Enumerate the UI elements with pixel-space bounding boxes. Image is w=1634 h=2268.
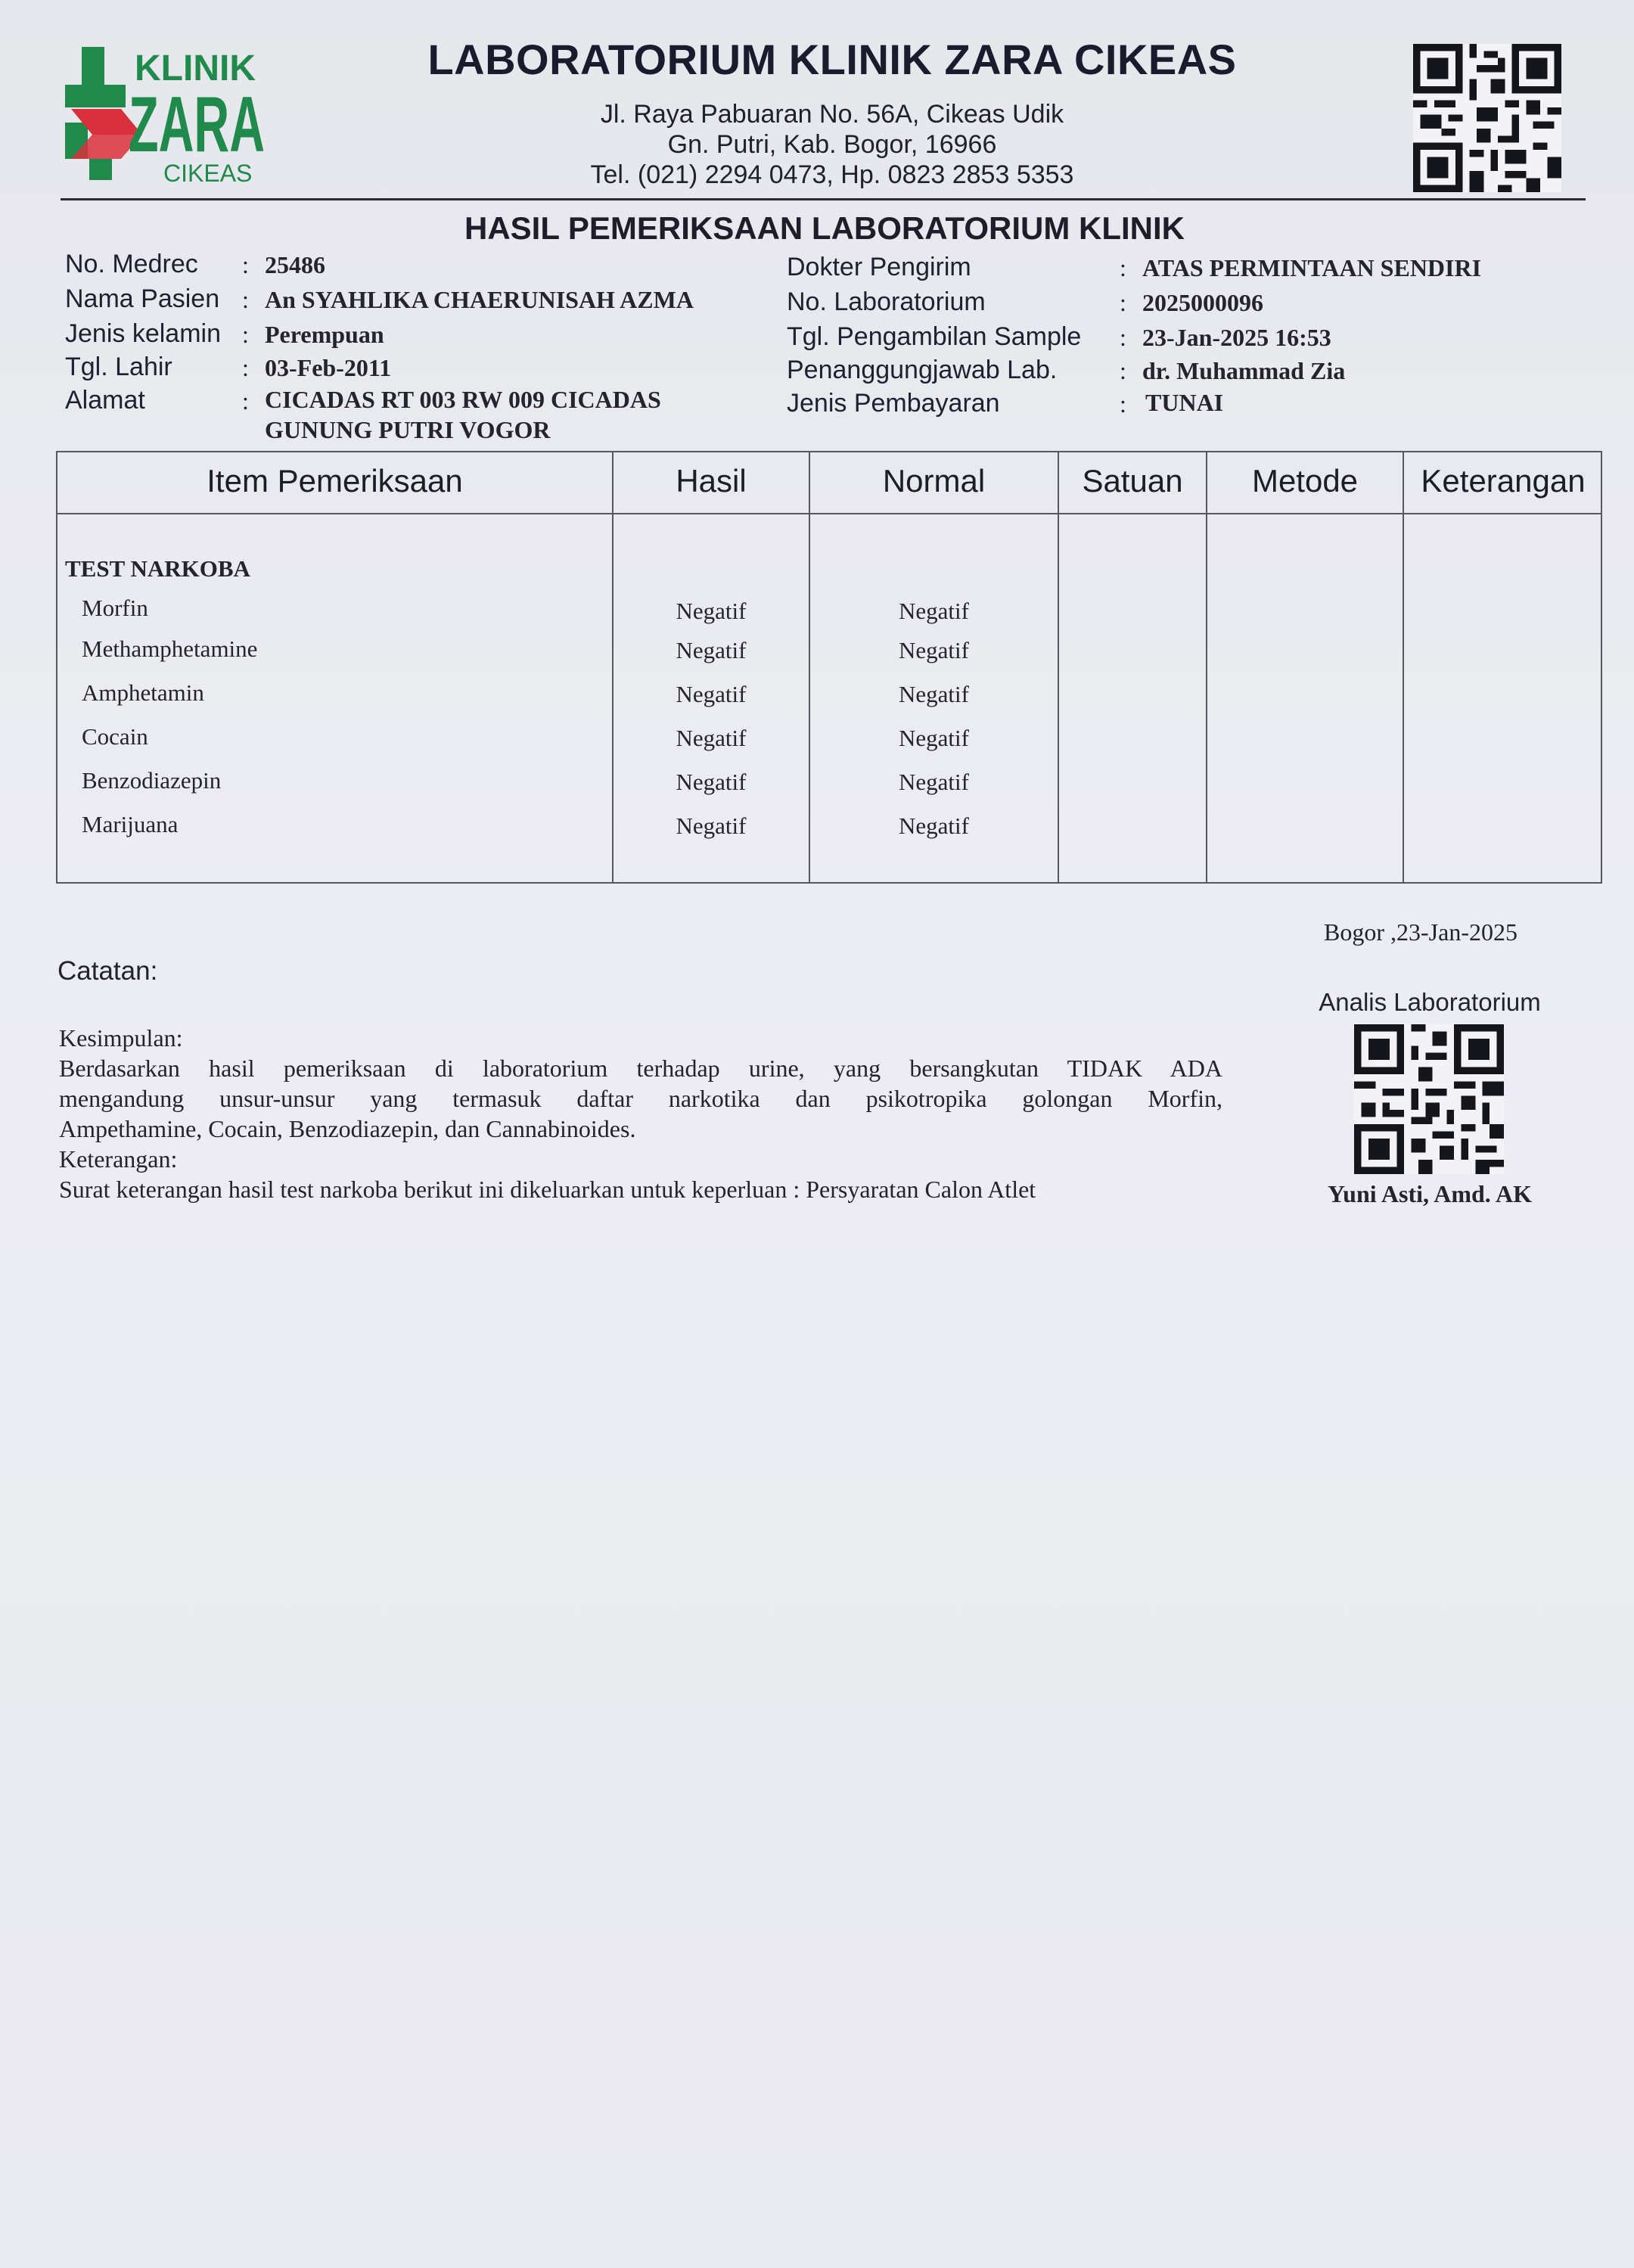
report-title: HASIL PEMERIKSAAN LABORATORIUM KLINIK [464, 210, 1185, 246]
clinic-title: LABORATORIUM KLINIK ZARA CIKEAS [427, 36, 1237, 83]
sample-date-value: 23-Jan-2025 16:53 [1142, 324, 1331, 351]
gender-label: Jenis kelamin [65, 319, 221, 348]
qr-code-icon [1413, 44, 1561, 192]
kesimpulan-label: Kesimpulan: [59, 1024, 183, 1052]
medrec-colon: : [242, 251, 249, 278]
logo-line1: KLINIK [135, 48, 256, 89]
patient-name-label: Nama Pasien [65, 284, 220, 313]
row-hasil: Negatif [676, 681, 747, 707]
row-item: Methamphetamine [82, 635, 258, 662]
row-hasil: Negatif [676, 598, 747, 624]
column-header-item: Item Pemeriksaan [207, 463, 463, 499]
column-divider [1403, 452, 1404, 882]
row-normal: Negatif [899, 681, 969, 707]
keterangan-text: Surat keterangan hasil test narkoba berikut ini dikeluarkan untuk keperluan : Persyaratan Calon Atlet [59, 1176, 1036, 1203]
column-header-satuan: Satuan [1082, 463, 1183, 499]
payment-value: TUNAI [1145, 389, 1224, 416]
doctor-colon: : [1120, 254, 1126, 281]
place-date: Bogor ,23-Jan-2025 [1324, 918, 1518, 946]
row-normal: Negatif [899, 637, 969, 663]
address-value-line2: GUNUNG PUTRI VOGOR [265, 416, 551, 443]
lab-no-label: No. Laboratorium [787, 287, 986, 316]
column-divider [1058, 452, 1059, 882]
lab-no-colon: : [1120, 289, 1126, 316]
logo-line3: CIKEAS [163, 160, 253, 187]
column-header-hasil: Hasil [676, 463, 747, 499]
row-item: Amphetamin [82, 679, 204, 706]
signature-qr-code-icon [1354, 1024, 1504, 1174]
row-normal: Negatif [899, 598, 969, 624]
row-normal: Negatif [899, 812, 969, 839]
responsible-colon: : [1120, 357, 1126, 384]
dob-value: 03-Feb-2011 [265, 354, 392, 381]
table-header-divider [57, 513, 1601, 514]
dob-colon: : [242, 354, 249, 381]
medrec-label: No. Medrec [65, 250, 198, 278]
sample-date-colon: : [1120, 324, 1126, 351]
payment-colon: : [1120, 390, 1126, 418]
address-value-line1: CICADAS RT 003 RW 009 CICADAS [265, 386, 661, 413]
address-colon: : [242, 387, 249, 415]
clinic-address-line2: Gn. Putri, Kab. Bogor, 16966 [667, 130, 997, 159]
doctor-label: Dokter Pengirim [787, 253, 971, 281]
payment-label: Jenis Pembayaran [787, 389, 1000, 418]
column-header-keterangan: Keterangan [1421, 463, 1586, 499]
header-divider [61, 198, 1586, 200]
row-item: Morfin [82, 595, 148, 621]
gender-value: Perempuan [265, 321, 384, 348]
address-label: Alamat [65, 386, 145, 415]
clinic-phone: Tel. (021) 2294 0473, Hp. 0823 2853 5353 [590, 160, 1074, 189]
row-normal: Negatif [899, 725, 969, 751]
column-header-metode: Metode [1251, 463, 1359, 499]
gender-colon: : [242, 321, 249, 348]
test-group-title: TEST NARKOBA [65, 555, 250, 582]
dob-label: Tgl. Lahir [65, 353, 172, 381]
row-normal: Negatif [899, 769, 969, 795]
sample-date-label: Tgl. Pengambilan Sample [787, 322, 1082, 351]
row-hasil: Negatif [676, 812, 747, 839]
analyst-name: Yuni Asti, Amd. AK [1327, 1180, 1533, 1207]
catatan-label: Catatan: [57, 956, 158, 986]
kesimpulan-line1: Berdasarkan hasil pemeriksaan di laboratorium terhadap urine, yang bersangkutan TIDAK ADA [59, 1055, 1222, 1082]
responsible-value: dr. Muhammad Zia [1142, 357, 1346, 384]
column-header-normal: Normal [882, 463, 986, 499]
clinic-address-line1: Jl. Raya Pabuaran No. 56A, Cikeas Udik [600, 100, 1064, 129]
analyst-title: Analis Laboratorium [1319, 988, 1541, 1016]
kesimpulan-line2: mengandung unsur-unsur yang termasuk daftar narkotika dan psikotropika golongan Morfin, [59, 1085, 1222, 1112]
results-table [56, 451, 1602, 884]
row-item: Benzodiazepin [82, 767, 222, 794]
row-item: Marijuana [82, 811, 179, 837]
responsible-label: Penanggungjawab Lab. [787, 356, 1058, 384]
column-divider [1206, 452, 1207, 882]
keterangan-label: Keterangan: [59, 1145, 178, 1173]
patient-name-colon: : [242, 286, 249, 313]
row-hasil: Negatif [676, 725, 747, 751]
row-hasil: Negatif [676, 637, 747, 663]
row-item: Cocain [82, 723, 148, 750]
row-hasil: Negatif [676, 769, 747, 795]
doctor-value: ATAS PERMINTAAN SENDIRI [1142, 254, 1482, 281]
patient-name-value: An SYAHLIKA CHAERUNISAH AZMA [265, 286, 694, 313]
kesimpulan-line3: Ampethamine, Cocain, Benzodiazepin, dan Cannabinoides. [59, 1115, 636, 1142]
logo-line2: ZARA [129, 81, 265, 169]
lab-no-value: 2025000096 [1142, 289, 1263, 316]
medrec-value: 25486 [265, 251, 325, 278]
